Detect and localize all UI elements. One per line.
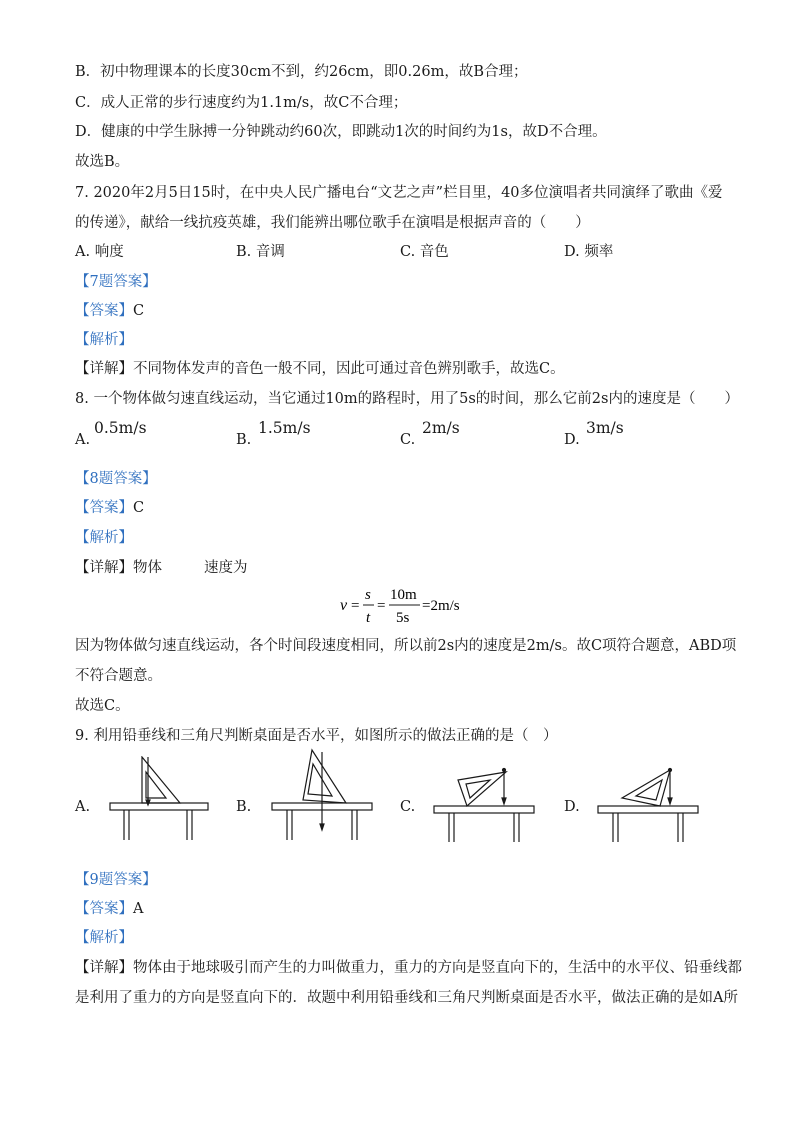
- formula-den: 5s: [396, 610, 410, 626]
- formula-t: t: [366, 610, 371, 626]
- q8-option-b-value: 1.5m/s: [258, 419, 311, 437]
- q8-option-d-value: 3m/s: [586, 419, 624, 437]
- q7-analysis-label: 【解析】: [75, 332, 133, 348]
- q9-figure-b: [270, 748, 376, 846]
- q9-answer-label: 【9题答案】: [75, 872, 157, 888]
- q9-figure-c: [432, 760, 538, 848]
- formula-s: s: [365, 587, 371, 603]
- option-b-explanation: B．初中物理课本的长度30cm不到，约26cm，即0.26m，故B合理；: [75, 64, 528, 80]
- formula-v: v: [340, 597, 348, 614]
- q9-fig-d-letter: D.: [564, 799, 580, 815]
- formula-eq2: =: [377, 598, 386, 614]
- option-d-explanation: D．健康的中学生脉搏一分钟跳动约60次，即跳动1次的时间约为1s，故D不合理。: [75, 124, 607, 140]
- q9-analysis-label: 【解析】: [75, 930, 133, 946]
- q8-option-c-letter: C.: [400, 432, 416, 448]
- q9-fig-b-letter: B.: [236, 799, 252, 815]
- q9-detail-line2: 是利用了重力的方向是竖直向下的．故题中利用铅垂线和三角尺判断桌面是否水平，做法正确的是如A所: [75, 990, 738, 1006]
- q8-explain-line1: 因为物体做匀速直线运动，各个时间段速度相同，所以前2s内的速度是2m/s。故C项符合题意，ABD项: [75, 638, 737, 654]
- q7-answer: 【答案】C: [75, 303, 145, 319]
- q8-stem: 8. 一个物体做匀速直线运动，当它通过10m的路程时，用了5s的时间，那么它前2s内的速度是（ ）: [75, 391, 739, 407]
- q7-option-c: C. 音色: [400, 244, 449, 260]
- q8-option-b-letter: B.: [236, 432, 252, 448]
- q9-figure-a: [108, 756, 212, 846]
- q7-detail: 【详解】不同物体发声的音色一般不同，因此可通过音色辨别歌手，故选C。: [75, 361, 565, 377]
- q7-stem-line2: 的传递》，献给一线抗疫英雄，我们能辨出哪位歌手在演唱是根据声音的（ ）: [75, 215, 590, 231]
- q7-stem-line1: 7. 2020年2月5日15时，在中央人民广播电台“文艺之声”栏目里，40多位演唱者共同演绎了歌曲《爱: [75, 185, 723, 201]
- q9-answer: 【答案】A: [75, 901, 144, 917]
- q8-analysis-label: 【解析】: [75, 530, 133, 546]
- velocity-formula: [340, 582, 480, 630]
- q9-fig-c-letter: C.: [400, 799, 416, 815]
- q8-option-d-letter: D.: [564, 432, 580, 448]
- q8-detail: 【详解】物体 速度为: [75, 560, 248, 576]
- q8-option-a-value: 0.5m/s: [94, 419, 147, 437]
- q8-answer: 【答案】C: [75, 500, 145, 516]
- formula-result: =2m/s: [422, 598, 460, 614]
- q7-option-a: A. 响度: [75, 244, 124, 260]
- q9-detail-line1: 【详解】物体由于地球吸引而产生的力叫做重力，重力的方向是竖直向下的，生活中的水平仪、铅垂线都: [75, 960, 742, 976]
- q9-figure-d: [596, 760, 702, 848]
- q7-option-b: B. 音调: [236, 244, 285, 260]
- q9-fig-a-letter: A.: [75, 799, 91, 815]
- option-c-explanation: C．成人正常的步行速度约为1.1m/s，故C不合理；: [75, 95, 408, 111]
- formula-eq1: =: [351, 598, 360, 614]
- q8-explain-line2: 不符合题意。: [75, 668, 162, 684]
- q8-option-a-letter: A.: [75, 432, 91, 448]
- q7-option-d: D. 频率: [564, 244, 614, 260]
- q9-stem: 9. 利用铅垂线和三角尺判断桌面是否水平，如图所示的做法正确的是（ ）: [75, 728, 558, 744]
- formula-num: 10m: [390, 587, 417, 603]
- q7-answer-label: 【7题答案】: [75, 274, 157, 290]
- q8-answer-label: 【8题答案】: [75, 471, 157, 487]
- q8-option-c-value: 2m/s: [422, 419, 460, 437]
- conclusion-2: 故选C。: [75, 698, 130, 714]
- conclusion-1: 故选B。: [75, 154, 130, 170]
